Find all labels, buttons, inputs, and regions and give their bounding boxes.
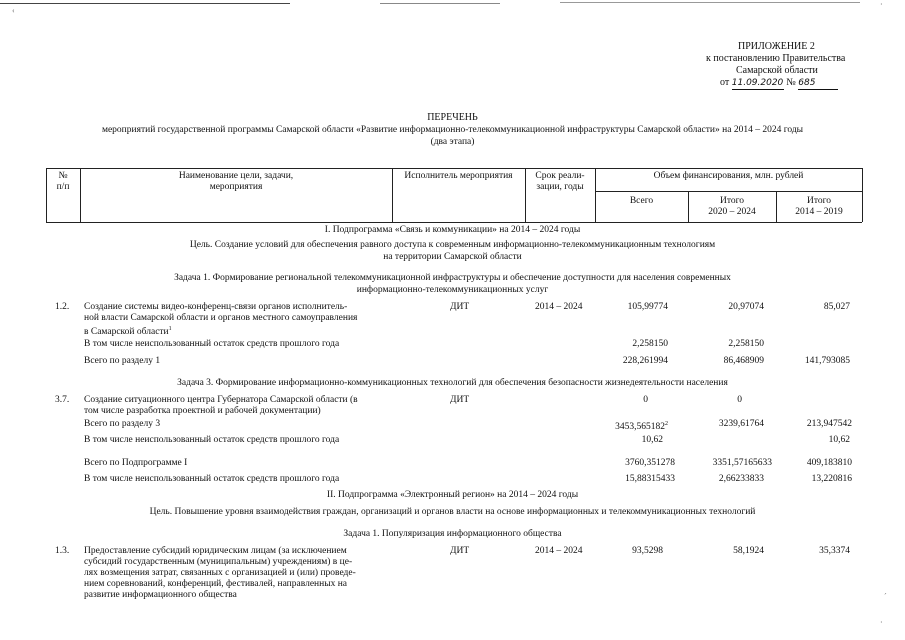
row-name-line: субсидий государственным (муниципальным) учреждениям) в це- [84, 557, 353, 567]
row-executor: ДИТ [450, 302, 470, 312]
row-total-2014-2019: 85,027 [823, 302, 850, 312]
header-total: Всего [629, 196, 654, 206]
appendix-title: ПРИЛОЖЕНИЕ 2 [738, 41, 815, 52]
task-3-heading: Задача 3. Формирование информационно-коммуникационных технологий для обеспечения безопасности жизнедеятельности населения [177, 378, 728, 388]
row-executor: ДИТ [450, 546, 470, 556]
scan-mark: · [880, 0, 883, 9]
row-name-line: Создание системы видео-конференц-связи органов исполнитель- [84, 302, 348, 312]
row-name-line: Предоставление субсидий юридическим лицам (за исключением [84, 546, 347, 556]
scan-mark: ‹ [12, 6, 15, 15]
row-total: 93,5298 [632, 546, 663, 556]
row-total-2020-2024: 58,1924 [733, 546, 764, 556]
date-value: 11.09.2020 [731, 78, 784, 88]
header-executor: Исполнитель мероприятия [404, 171, 513, 181]
row-total-2014-2019: 409,183810 [806, 458, 852, 468]
row-label: В том числе неиспользованный остаток средств прошлого года [84, 339, 340, 349]
row-total-2020-2024: 86,468909 [723, 356, 764, 366]
scan-artifact-line [560, 2, 860, 3]
task-1b-heading: Задача 1. Популяризация информационного общества [343, 529, 562, 539]
row-number: 1.2. [55, 302, 70, 312]
row-total-2020-2024: 2,258150 [728, 339, 764, 349]
row-total: 105,99774 [627, 302, 668, 312]
row-total-2020-2024: 2,66233833 [718, 474, 764, 484]
header-total-2020-2024: Итого 2020 – 2024 [708, 196, 756, 217]
row-number: 1.3. [55, 546, 70, 556]
goal-1-line-1: Цель. Создание условий для обеспечения равного доступа к современным информационно-телекоммуникационным технологиям [189, 240, 716, 250]
scan-artifact-line [0, 3, 290, 4]
row-total: 228,261994 [622, 356, 668, 366]
row-term: 2014 – 2024 [535, 302, 583, 312]
row-total: 3760,351278 [625, 458, 675, 468]
row-name-line: ной власти Самарской области и органов местного самоуправления [84, 313, 358, 323]
row-total-2014-2019: 13,220816 [811, 474, 852, 484]
row-total-2014-2019: 213,947542 [806, 419, 852, 429]
row-total: 10,62 [641, 435, 663, 445]
header-term: Срок реали- зации, годы [535, 171, 585, 192]
row-name-line [84, 324, 172, 338]
row-executor: ДИТ [450, 395, 470, 405]
header-name: Наименование цели, задачи, мероприятия [178, 171, 294, 192]
row-number: 3.7. [55, 395, 70, 405]
appendix-decree: к постановлению Правительства [706, 53, 846, 64]
row-name-text: в Самарской области [84, 327, 169, 338]
row-name-line: Создание ситуационного центра Губернатора Самарской области (в [84, 395, 358, 405]
goal-2-heading: Цель. Повышение уровня взаимодействия граждан, организаций и органов власти на основе информационных и телекоммуникационных технологий [149, 507, 756, 517]
row-total-2020-2024: 0 [737, 395, 742, 405]
number-value: 685 [798, 77, 838, 90]
row-total-2020-2024: 3239,61764 [718, 419, 764, 429]
scan-artifact-line [380, 3, 500, 4]
footnote-marker: 1 [168, 326, 172, 332]
document-stages: (два этапа) [430, 137, 475, 147]
row-total-2014-2019: 141,793085 [804, 356, 850, 366]
row-name-line: лях возмещения затрат, связанных с организацией и (или) проведе- [84, 568, 356, 578]
appendix-region: Самарской области [736, 65, 818, 76]
row-total: 2,258150 [632, 339, 668, 349]
row-total: 15,88315433 [625, 474, 675, 484]
row-total: 0 [643, 395, 648, 405]
document-subtitle: мероприятий государственной программы Самарской области «Развитие информационно-телекоммуникационной инфраструктуры Самарской области» на 2014 – 2024 годы [101, 125, 804, 135]
scan-mark: ˊ [884, 592, 887, 601]
header-number: № п/п [56, 171, 70, 192]
goal-1-line-2: на территории Самарской области [383, 252, 522, 262]
row-total-2014-2019: 10,62 [828, 435, 850, 445]
date-prefix: от [720, 77, 730, 88]
header-total-2014-2019: Итого 2014 – 2019 [795, 196, 843, 217]
row-label: Всего по разделу 3 [84, 419, 161, 429]
row-name-line: развитие информационного общества [84, 590, 237, 600]
row-term: 2014 – 2024 [535, 546, 583, 556]
row-name-line: том числе разработка проектной и рабочей документации) [84, 406, 321, 416]
appendix-date-line [720, 77, 838, 90]
row-name-line: нием соревнований, конференций, фестивалей, направленных на [84, 579, 348, 589]
row-total-2014-2019: 35,3374 [819, 546, 850, 556]
task-1-line-2: информационно-телекоммуникационных услуг [356, 285, 549, 295]
row-label: Всего по Подпрограмме I [84, 458, 188, 468]
row-total-2020-2024: 20,97074 [728, 302, 764, 312]
footnote-marker: 2 [665, 421, 668, 427]
row-label: В том числе неиспользованный остаток средств прошлого года [84, 435, 340, 445]
row-total-value: 3453,565182 [615, 422, 665, 433]
subprogram-1-heading: I. Подпрограмма «Связь и коммуникации» на 2014 – 2024 годы [324, 225, 581, 235]
row-label: В том числе неиспользованный остаток средств прошлого года [84, 474, 340, 484]
document-title: ПЕРЕЧЕНЬ [427, 112, 478, 123]
scan-mark: · [880, 618, 883, 627]
row-total-2020-2024: 3351,57165633 [712, 458, 772, 468]
task-1-line-1: Задача 1. Формирование региональной телекоммуникационной инфраструктуры и обеспечение доступности для населения современных [174, 273, 731, 283]
row-label: Всего по разделу 1 [84, 356, 161, 366]
subprogram-2-heading: II. Подпрограмма «Электронный регион» на 2014 – 2024 годы [326, 490, 579, 500]
row-total [588, 419, 668, 433]
header-funding: Объем финансирования, млн. рублей [653, 171, 804, 181]
number-prefix: № [786, 77, 796, 88]
